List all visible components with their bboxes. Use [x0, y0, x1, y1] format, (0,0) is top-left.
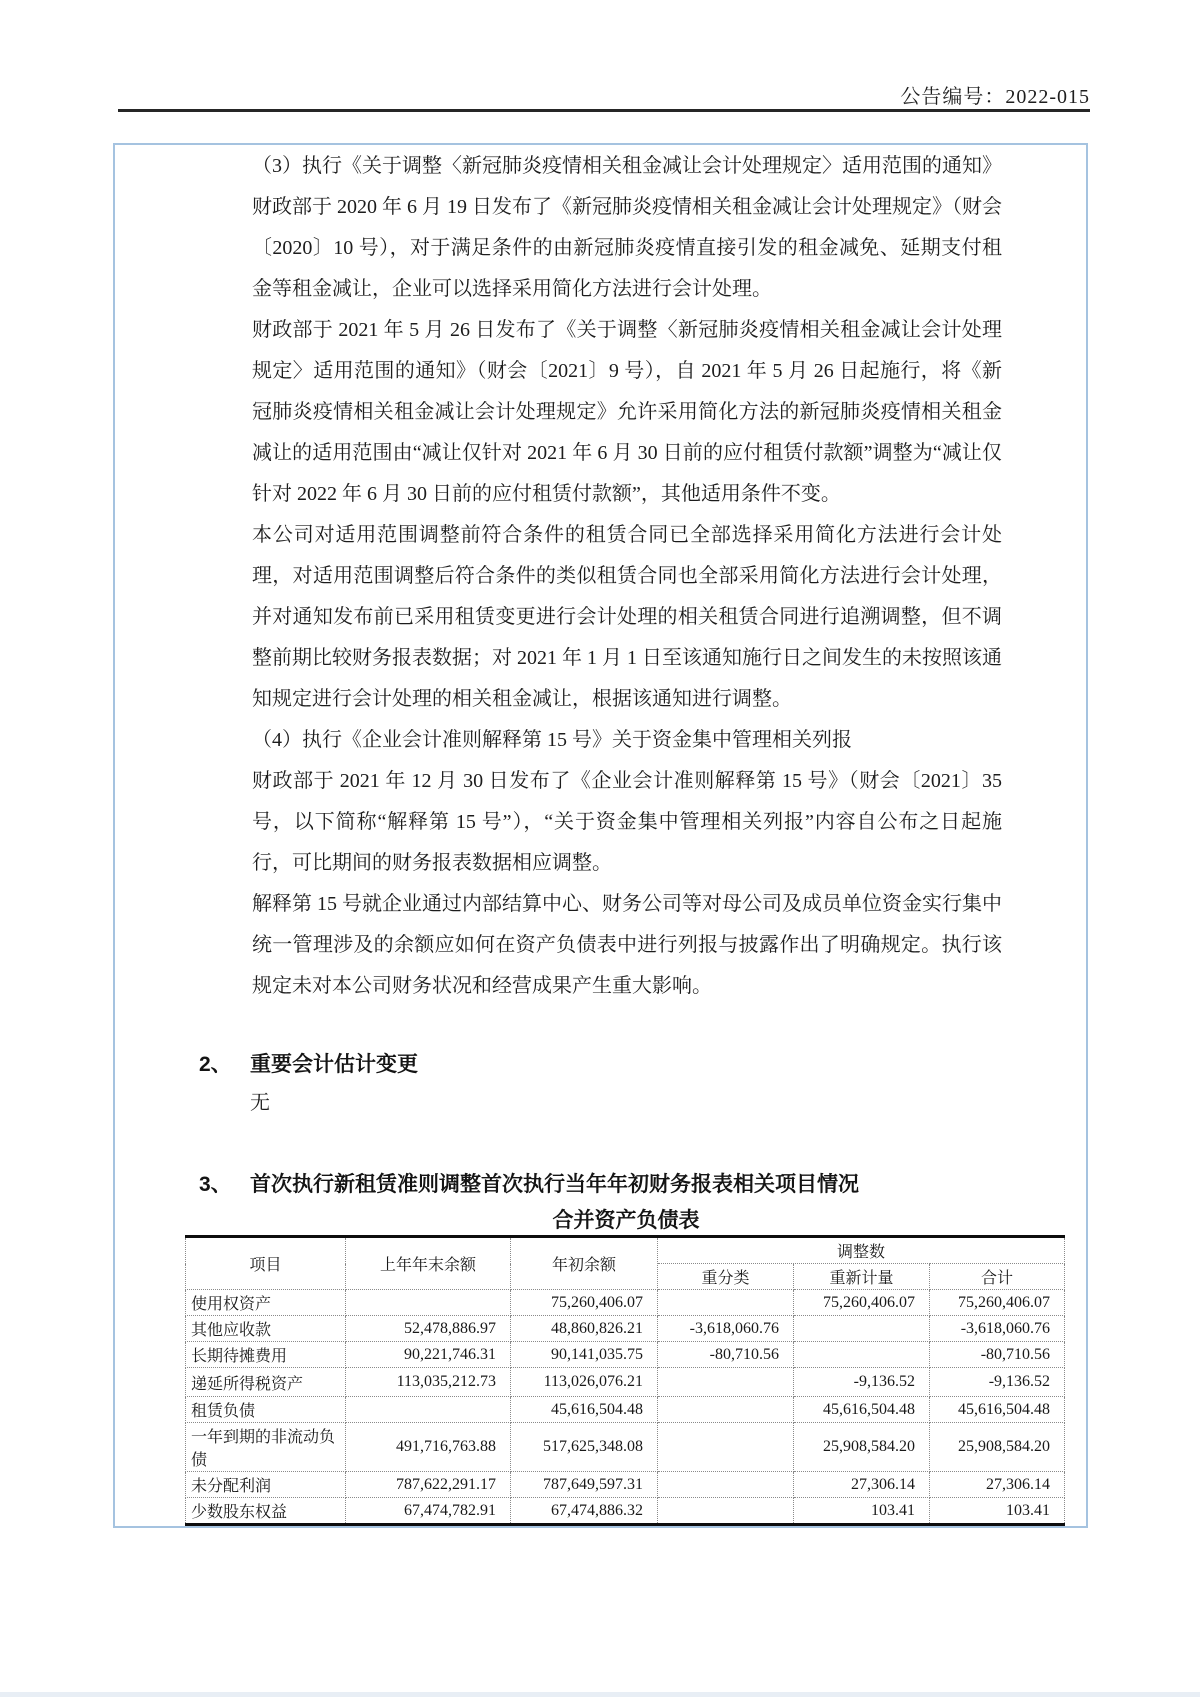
- cell-remeasure: 27,306.14: [794, 1472, 930, 1498]
- cell-begin: 45,616,504.48: [511, 1397, 658, 1423]
- body-paragraph: 财政部于 2021 年 5 月 26 日发布了《关于调整〈新冠肺炎疫情相关租金减让会计处理规定〉适用范围的通知》（财会〔2021〕9 号），自 2021 年 5 月 26 日起施行，将《新冠肺炎疫情相关租金减让会计处理规定》允许采用简化方法的新冠肺炎疫情相关租金减让的适用范围由“减让仅针对 2021 年 6 月 30 日前的应付租赁付款额”调整为“减让仅针对 2022 年 6 月 30 日前的应付租赁付款额”，其他适用条件不变。: [252, 319, 1002, 505]
- cell-begin: 113,026,076.21: [511, 1368, 658, 1397]
- cell-total: 27,306.14: [930, 1472, 1065, 1498]
- cell-total: -80,710.56: [930, 1342, 1065, 1368]
- cell-prev: 90,221,746.31: [346, 1342, 511, 1368]
- cell-reclass: [658, 1472, 794, 1498]
- cell-begin: 48,860,826.21: [511, 1316, 658, 1342]
- cell-prev: 52,478,886.97: [346, 1316, 511, 1342]
- cell-remeasure: [794, 1316, 930, 1342]
- table-row: [186, 1316, 1065, 1342]
- cell-reclass: [658, 1498, 794, 1525]
- col-header-year-begin: 年初余额: [511, 1237, 658, 1290]
- table-row: [186, 1472, 1065, 1498]
- cell-remeasure: 45,616,504.48: [794, 1397, 930, 1423]
- cell-reclass: [658, 1397, 794, 1423]
- page-bottom-edge: [0, 1692, 1200, 1697]
- cell-reclass: [658, 1423, 794, 1472]
- cell-prev: 113,035,212.73: [346, 1368, 511, 1397]
- table-row: [186, 1498, 1065, 1525]
- cell-item: 租赁负债: [186, 1397, 346, 1423]
- cell-item: 少数股东权益: [186, 1498, 346, 1525]
- col-header-total: 合计: [930, 1264, 1065, 1290]
- body-paragraph: 解释第 15 号就企业通过内部结算中心、财务公司等对母公司及成员单位资金实行集中统一管理涉及的余额应如何在资产负债表中进行列报与披露作出了明确规定。执行该规定未对本公司财务状况和经营成果产生重大影响。: [252, 893, 1002, 997]
- cell-begin: 90,141,035.75: [511, 1342, 658, 1368]
- cell-item: 未分配利润: [186, 1472, 346, 1498]
- cell-item: 一年到期的非流动负债: [186, 1423, 346, 1472]
- table-row: [186, 1290, 1065, 1316]
- cell-remeasure: 75,260,406.07: [794, 1290, 930, 1316]
- cell-begin: 75,260,406.07: [511, 1290, 658, 1316]
- table-row: [186, 1342, 1065, 1368]
- col-header-remeasure: 重新计量: [794, 1264, 930, 1290]
- section-3-number: 3、: [199, 1173, 232, 1196]
- cell-total: 25,908,584.20: [930, 1423, 1065, 1472]
- body-paragraph: （3）执行《关于调整〈新冠肺炎疫情相关租金减让会计处理规定〉适用范围的通知》: [252, 155, 1002, 177]
- table-row: [186, 1397, 1065, 1423]
- cell-remeasure: 103.41: [794, 1498, 930, 1525]
- cell-remeasure: 25,908,584.20: [794, 1423, 930, 1472]
- cell-reclass: -3,618,060.76: [658, 1316, 794, 1342]
- section-2-number: 2、: [199, 1053, 232, 1076]
- cell-prev: 787,622,291.17: [346, 1472, 511, 1498]
- cell-item: 其他应收款: [186, 1316, 346, 1342]
- section-2-content: 无: [250, 1092, 270, 1114]
- balance-sheet-table: [185, 1235, 1065, 1526]
- col-header-reclass: 重分类: [658, 1264, 794, 1290]
- table-title: 合并资产负债表: [552, 1209, 700, 1232]
- cell-begin: 517,625,348.08: [511, 1423, 658, 1472]
- cell-item: 使用权资产: [186, 1290, 346, 1316]
- body-paragraph: 财政部于 2020 年 6 月 19 日发布了《新冠肺炎疫情相关租金减让会计处理规定》（财会〔2020〕10 号），对于满足条件的由新冠肺炎疫情直接引发的租金减免、延期支付租金等租金减让，企业可以选择采用简化方法进行会计处理。: [252, 196, 1002, 300]
- cell-reclass: [658, 1290, 794, 1316]
- section-3-heading: [199, 1168, 859, 1198]
- cell-reclass: -80,710.56: [658, 1342, 794, 1368]
- section-2-heading: [199, 1048, 418, 1078]
- body-text-block: [252, 146, 1002, 1007]
- body-paragraph: 本公司对适用范围调整前符合条件的租赁合同已全部选择采用简化方法进行会计处理，对适用范围调整后符合条件的类似租赁合同也全部采用简化方法进行会计处理，并对通知发布前已采用租赁变更进行会计处理的相关租赁合同进行追溯调整，但不调整前期比较财务报表数据；对 2021 年 1 月 1 日至该通知施行日之间发生的未按照该通知规定进行会计处理的相关租金减让，根据该通知进行调整。: [252, 524, 1002, 710]
- table-row: [186, 1423, 1065, 1472]
- cell-item: 递延所得税资产: [186, 1368, 346, 1397]
- cell-prev: [346, 1290, 511, 1316]
- cell-remeasure: [794, 1342, 930, 1368]
- col-header-item: 项目: [186, 1237, 346, 1290]
- header-divider: [118, 109, 1090, 112]
- body-paragraph: 财政部于 2021 年 12 月 30 日发布了《企业会计准则解释第 15 号》（财会〔2021〕35 号，以下简称“解释第 15 号”），“关于资金集中管理相关列报”内容自公布之日起施行，可比期间的财务报表数据相应调整。: [252, 770, 1002, 874]
- cell-total: 103.41: [930, 1498, 1065, 1525]
- cell-total: 45,616,504.48: [930, 1397, 1065, 1423]
- cell-begin: 787,649,597.31: [511, 1472, 658, 1498]
- announcement-number: 公告编号：2022-015: [900, 86, 1090, 108]
- cell-total: -9,136.52: [930, 1368, 1065, 1397]
- section-2-title: 重要会计估计变更: [250, 1053, 418, 1076]
- table-header-row-1: [186, 1237, 1065, 1264]
- col-header-prev-year-end: 上年年末余额: [346, 1237, 511, 1290]
- table-row: [186, 1368, 1065, 1397]
- cell-prev: [346, 1397, 511, 1423]
- col-header-adjustment: 调整数: [658, 1237, 1065, 1264]
- cell-begin: 67,474,886.32: [511, 1498, 658, 1525]
- cell-reclass: [658, 1368, 794, 1397]
- cell-total: 75,260,406.07: [930, 1290, 1065, 1316]
- cell-total: -3,618,060.76: [930, 1316, 1065, 1342]
- cell-prev: 67,474,782.91: [346, 1498, 511, 1525]
- section-3-title: 首次执行新租赁准则调整首次执行当年年初财务报表相关项目情况: [250, 1173, 859, 1196]
- cell-prev: 491,716,763.88: [346, 1423, 511, 1472]
- body-paragraph: （4）执行《企业会计准则解释第 15 号》关于资金集中管理相关列报: [252, 729, 852, 751]
- cell-item: 长期待摊费用: [186, 1342, 346, 1368]
- cell-remeasure: -9,136.52: [794, 1368, 930, 1397]
